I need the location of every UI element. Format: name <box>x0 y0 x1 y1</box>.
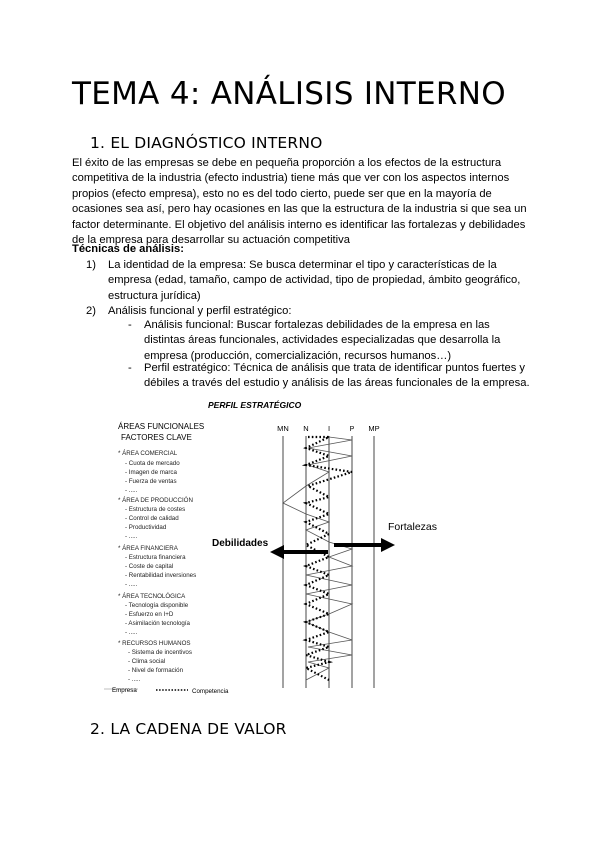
factor-clima-social: - Clima social <box>128 658 166 665</box>
factor-rentabilidad: - Rentabilidad inversiones <box>125 572 197 579</box>
subitem-text: Análisis funcional: Buscar fortalezas debilidades de la empresa en las distintas áreas funcionales, actividades especializadas que desarrolla la empresa (producción, comercialización, recursos humanos…) <box>144 319 501 362</box>
area-name-rrhh: * RECURSOS HUMANOS <box>118 640 191 647</box>
weakness-label: Debilidades <box>212 538 269 549</box>
factor-estructura-costes: - Estructura de costes <box>125 506 186 513</box>
factor-asimilacion: - Asimilación tecnología <box>125 620 191 627</box>
factor-esfuerzo-id: - Esfuerzo en I+D <box>125 611 174 618</box>
scale-label-mn: MN <box>277 424 289 433</box>
factor-estructura-financiera: - Estructura financiera <box>125 554 186 561</box>
item-number: 2) <box>86 305 96 317</box>
subitem-analisis-funcional <box>126 318 532 364</box>
factor-formacion: - Nivel de formación <box>128 667 184 674</box>
area-name-tecnologica: * ÁREA TECNOLÓGICA <box>118 593 186 600</box>
factor-fuerza-ventas: - Fuerza de ventas <box>125 478 177 485</box>
strength-label: Fortalezas <box>388 521 438 533</box>
factor-ellipsis: - ..... <box>128 676 141 683</box>
page-title: TEMA 4: ANÁLISIS INTERNO <box>72 76 506 112</box>
figure-title: PERFIL ESTRATÉGICO <box>208 400 302 410</box>
legend-company-label: Empresa <box>112 687 137 694</box>
factor-ellipsis: - ..... <box>125 533 138 540</box>
factor-ellipsis: - ..... <box>125 581 138 588</box>
scale-label-p: P <box>349 426 355 433</box>
item-text: Análisis funcional y perfil estratégico: <box>108 305 292 317</box>
factor-coste-capital: - Coste de capital <box>125 563 174 570</box>
intro-paragraph: El éxito de las empresas se debe en pequeña proporción a los efectos de la estructura competitiva de la industria (efecto industria) tiene más que ver con los aspectos internos propios (efecto empresa), esto no es del todo cierto, puede ser que en la mayoría de ocasiones sea así, pero hay ocasiones en las que la estructura de la industria si que sea un factor determinante. El objetivo del análisis interno es identificar las fortalezas y debilidades de la empresa para desarrollar su actuación competitiva <box>72 157 527 247</box>
area-name-comercial: * ÁREA COMERCIAL <box>118 450 178 457</box>
item-number: 1) <box>86 259 96 271</box>
weakness-arrow-head <box>270 545 284 559</box>
dash-marker: - <box>128 362 132 374</box>
factor-imagen-marca: - Imagen de marca <box>125 469 177 476</box>
figure-header-areas: ÁREAS FUNCIONALES <box>118 422 205 431</box>
factor-cuota-mercado: - Cuota de mercado <box>125 460 180 467</box>
factor-ellipsis: - ..... <box>125 629 138 636</box>
subitem-text: Perfil estratégico: Técnica de análisis que trata de identificar puntos fuertes y débiles a través del estudio y análisis de las áreas funcionales de la empresa. <box>144 362 530 390</box>
dash-marker: - <box>128 319 132 331</box>
factor-incentivos: - Sistema de incentivos <box>128 649 192 656</box>
scale-label-i: I <box>327 424 331 433</box>
factor-productividad: - Productividad <box>125 524 167 531</box>
section-heading-cadena-valor: 2. LA CADENA DE VALOR <box>90 720 287 738</box>
section-heading-diagnostico: 1. EL DIAGNÓSTICO INTERNO <box>90 134 323 152</box>
techniques-heading: Técnicas de análisis: <box>72 243 184 255</box>
factor-control-calidad: - Control de calidad <box>125 515 179 522</box>
scale-label-mp: MP <box>368 424 380 433</box>
item-text: La identidad de la empresa: Se busca determinar el tipo y características de la empresa (edad, tamaño, campo de actividad, tipo de propiedad, ámbito geográfico, estructura jurídica) <box>108 259 521 302</box>
factor-ellipsis: - ..... <box>125 487 138 494</box>
factor-tecnologia: - Tecnología disponible <box>125 602 189 609</box>
strategic-profile-figure <box>0 388 600 698</box>
scale-label-n: N <box>303 424 309 433</box>
strength-arrow-head <box>381 538 395 552</box>
area-name-financiera: * ÁREA FINANCIERA <box>118 545 178 552</box>
figure-header-factors: FACTORES CLAVE <box>121 433 192 442</box>
numbered-item-identidad <box>86 258 532 304</box>
legend-competition-label: Competencia <box>192 688 229 695</box>
area-name-produccion: * ÁREA DE PRODUCCIÓN <box>118 497 193 504</box>
